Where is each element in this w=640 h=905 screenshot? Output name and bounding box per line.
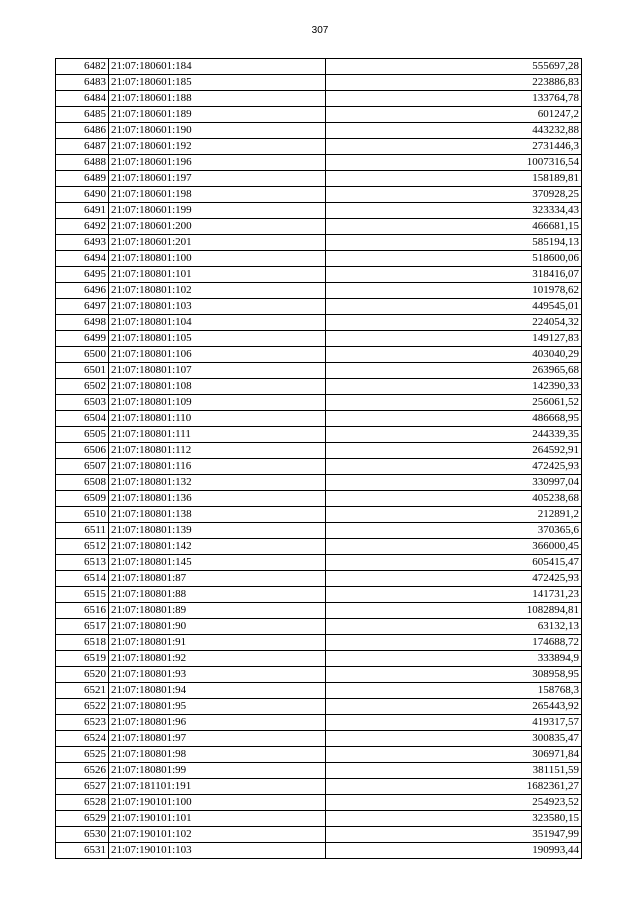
cadastral-value-cell: 63132,13 bbox=[326, 619, 582, 635]
row-number-cell: 6514 bbox=[56, 571, 109, 587]
table-row bbox=[56, 203, 582, 219]
cadastral-number-cell: 21:07:180801:98 bbox=[109, 747, 326, 763]
cadastral-value-cell: 330997,04 bbox=[326, 475, 582, 491]
cadastral-value-cell: 518600,06 bbox=[326, 251, 582, 267]
cadastral-value-cell: 244339,35 bbox=[326, 427, 582, 443]
cadastral-number-cell: 21:07:180601:184 bbox=[109, 59, 326, 75]
cadastral-value-cell: 101978,62 bbox=[326, 283, 582, 299]
cadastral-number-cell: 21:07:180801:108 bbox=[109, 379, 326, 395]
table-row bbox=[56, 507, 582, 523]
row-number-cell: 6513 bbox=[56, 555, 109, 571]
cadastral-value-cell: 223886,83 bbox=[326, 75, 582, 91]
cadastral-value-cell: 370928,25 bbox=[326, 187, 582, 203]
row-number-cell: 6523 bbox=[56, 715, 109, 731]
cadastral-number-cell: 21:07:180601:188 bbox=[109, 91, 326, 107]
table-row bbox=[56, 379, 582, 395]
cadastral-number-cell: 21:07:180801:92 bbox=[109, 651, 326, 667]
cadastral-value-cell: 472425,93 bbox=[326, 571, 582, 587]
table-row bbox=[56, 635, 582, 651]
table-row bbox=[56, 299, 582, 315]
row-number-cell: 6498 bbox=[56, 315, 109, 331]
row-number-cell: 6483 bbox=[56, 75, 109, 91]
row-number-cell: 6511 bbox=[56, 523, 109, 539]
table-row bbox=[56, 75, 582, 91]
table-row bbox=[56, 219, 582, 235]
table-row bbox=[56, 555, 582, 571]
cadastral-value-cell: 158189,81 bbox=[326, 171, 582, 187]
row-number-cell: 6508 bbox=[56, 475, 109, 491]
row-number-cell: 6524 bbox=[56, 731, 109, 747]
row-number-cell: 6528 bbox=[56, 795, 109, 811]
table-row bbox=[56, 731, 582, 747]
table-row bbox=[56, 363, 582, 379]
table-row bbox=[56, 811, 582, 827]
cadastral-number-cell: 21:07:180801:107 bbox=[109, 363, 326, 379]
cadastral-number-cell: 21:07:180601:190 bbox=[109, 123, 326, 139]
cadastral-number-cell: 21:07:180801:96 bbox=[109, 715, 326, 731]
cadastral-value-cell: 2731446,3 bbox=[326, 139, 582, 155]
table-row bbox=[56, 267, 582, 283]
cadastral-value-cell: 601247,2 bbox=[326, 107, 582, 123]
cadastral-number-cell: 21:07:180801:93 bbox=[109, 667, 326, 683]
cadastral-value-cell: 486668,95 bbox=[326, 411, 582, 427]
cadastral-value-cell: 351947,99 bbox=[326, 827, 582, 843]
table-row bbox=[56, 715, 582, 731]
row-number-cell: 6531 bbox=[56, 843, 109, 859]
cadastral-value-cell: 333894,9 bbox=[326, 651, 582, 667]
row-number-cell: 6488 bbox=[56, 155, 109, 171]
table-row bbox=[56, 779, 582, 795]
cadastral-value-cell: 224054,32 bbox=[326, 315, 582, 331]
table-row bbox=[56, 331, 582, 347]
row-number-cell: 6493 bbox=[56, 235, 109, 251]
table-row bbox=[56, 59, 582, 75]
cadastral-number-cell: 21:07:180801:138 bbox=[109, 507, 326, 523]
row-number-cell: 6509 bbox=[56, 491, 109, 507]
cadastral-number-cell: 21:07:180801:100 bbox=[109, 251, 326, 267]
cadastral-number-cell: 21:07:180801:94 bbox=[109, 683, 326, 699]
cadastral-number-cell: 21:07:190101:103 bbox=[109, 843, 326, 859]
row-number-cell: 6519 bbox=[56, 651, 109, 667]
row-number-cell: 6486 bbox=[56, 123, 109, 139]
row-number-cell: 6518 bbox=[56, 635, 109, 651]
cadastral-number-cell: 21:07:180801:106 bbox=[109, 347, 326, 363]
table-body bbox=[56, 59, 582, 859]
row-number-cell: 6522 bbox=[56, 699, 109, 715]
cadastral-number-cell: 21:07:180801:88 bbox=[109, 587, 326, 603]
cadastral-value-cell: 158768,3 bbox=[326, 683, 582, 699]
table-row bbox=[56, 91, 582, 107]
cadastral-number-cell: 21:07:180801:111 bbox=[109, 427, 326, 443]
table-row bbox=[56, 795, 582, 811]
cadastral-number-cell: 21:07:180801:97 bbox=[109, 731, 326, 747]
cadastral-number-cell: 21:07:180601:199 bbox=[109, 203, 326, 219]
cadastral-number-cell: 21:07:180601:189 bbox=[109, 107, 326, 123]
cadastral-value-cell: 472425,93 bbox=[326, 459, 582, 475]
cadastral-number-cell: 21:07:180801:103 bbox=[109, 299, 326, 315]
cadastral-value-cell: 149127,83 bbox=[326, 331, 582, 347]
table-row bbox=[56, 747, 582, 763]
row-number-cell: 6515 bbox=[56, 587, 109, 603]
row-number-cell: 6526 bbox=[56, 763, 109, 779]
cadastral-value-cell: 212891,2 bbox=[326, 507, 582, 523]
row-number-cell: 6499 bbox=[56, 331, 109, 347]
table-row bbox=[56, 843, 582, 859]
cadastral-number-cell: 21:07:180801:90 bbox=[109, 619, 326, 635]
row-number-cell: 6494 bbox=[56, 251, 109, 267]
cadastral-value-cell: 449545,01 bbox=[326, 299, 582, 315]
row-number-cell: 6500 bbox=[56, 347, 109, 363]
cadastral-value-cell: 419317,57 bbox=[326, 715, 582, 731]
cadastral-value-cell: 443232,88 bbox=[326, 123, 582, 139]
row-number-cell: 6525 bbox=[56, 747, 109, 763]
row-number-cell: 6482 bbox=[56, 59, 109, 75]
table-row bbox=[56, 427, 582, 443]
cadastral-value-cell: 1007316,54 bbox=[326, 155, 582, 171]
table-row bbox=[56, 763, 582, 779]
cadastral-number-cell: 21:07:180601:192 bbox=[109, 139, 326, 155]
cadastral-number-cell: 21:07:180801:105 bbox=[109, 331, 326, 347]
table-row bbox=[56, 827, 582, 843]
row-number-cell: 6491 bbox=[56, 203, 109, 219]
row-number-cell: 6496 bbox=[56, 283, 109, 299]
cadastral-number-cell: 21:07:180801:95 bbox=[109, 699, 326, 715]
cadastral-value-cell: 190993,44 bbox=[326, 843, 582, 859]
table-row bbox=[56, 459, 582, 475]
cadastral-number-cell: 21:07:180601:196 bbox=[109, 155, 326, 171]
cadastral-value-table bbox=[55, 58, 582, 859]
table-row bbox=[56, 347, 582, 363]
cadastral-number-cell: 21:07:180801:101 bbox=[109, 267, 326, 283]
cadastral-number-cell: 21:07:180801:104 bbox=[109, 315, 326, 331]
cadastral-value-cell: 318416,07 bbox=[326, 267, 582, 283]
row-number-cell: 6502 bbox=[56, 379, 109, 395]
cadastral-number-cell: 21:07:181101:191 bbox=[109, 779, 326, 795]
cadastral-number-cell: 21:07:180801:136 bbox=[109, 491, 326, 507]
table-row bbox=[56, 251, 582, 267]
row-number-cell: 6527 bbox=[56, 779, 109, 795]
cadastral-value-cell: 555697,28 bbox=[326, 59, 582, 75]
table-row bbox=[56, 315, 582, 331]
row-number-cell: 6503 bbox=[56, 395, 109, 411]
row-number-cell: 6489 bbox=[56, 171, 109, 187]
row-number-cell: 6490 bbox=[56, 187, 109, 203]
cadastral-number-cell: 21:07:180801:132 bbox=[109, 475, 326, 491]
table-row bbox=[56, 683, 582, 699]
cadastral-value-cell: 403040,29 bbox=[326, 347, 582, 363]
table-row bbox=[56, 187, 582, 203]
cadastral-value-cell: 308958,95 bbox=[326, 667, 582, 683]
row-number-cell: 6530 bbox=[56, 827, 109, 843]
table-row bbox=[56, 667, 582, 683]
cadastral-value-cell: 263965,68 bbox=[326, 363, 582, 379]
cadastral-number-cell: 21:07:180801:139 bbox=[109, 523, 326, 539]
cadastral-value-cell: 133764,78 bbox=[326, 91, 582, 107]
row-number-cell: 6521 bbox=[56, 683, 109, 699]
table-row bbox=[56, 491, 582, 507]
table-row bbox=[56, 395, 582, 411]
cadastral-value-cell: 1682361,27 bbox=[326, 779, 582, 795]
cadastral-value-cell: 264592,91 bbox=[326, 443, 582, 459]
cadastral-number-cell: 21:07:180801:142 bbox=[109, 539, 326, 555]
table-row bbox=[56, 651, 582, 667]
cadastral-value-cell: 256061,52 bbox=[326, 395, 582, 411]
table-row bbox=[56, 619, 582, 635]
cadastral-value-cell: 370365,6 bbox=[326, 523, 582, 539]
table-row bbox=[56, 171, 582, 187]
cadastral-value-cell: 466681,15 bbox=[326, 219, 582, 235]
row-number-cell: 6529 bbox=[56, 811, 109, 827]
row-number-cell: 6485 bbox=[56, 107, 109, 123]
row-number-cell: 6520 bbox=[56, 667, 109, 683]
cadastral-number-cell: 21:07:180801:102 bbox=[109, 283, 326, 299]
table-row bbox=[56, 283, 582, 299]
cadastral-number-cell: 21:07:180801:99 bbox=[109, 763, 326, 779]
row-number-cell: 6516 bbox=[56, 603, 109, 619]
cadastral-number-cell: 21:07:190101:100 bbox=[109, 795, 326, 811]
row-number-cell: 6505 bbox=[56, 427, 109, 443]
cadastral-number-cell: 21:07:180601:198 bbox=[109, 187, 326, 203]
table-row bbox=[56, 139, 582, 155]
table-row bbox=[56, 443, 582, 459]
cadastral-value-cell: 323580,15 bbox=[326, 811, 582, 827]
row-number-cell: 6501 bbox=[56, 363, 109, 379]
table-row bbox=[56, 475, 582, 491]
cadastral-number-cell: 21:07:190101:102 bbox=[109, 827, 326, 843]
cadastral-value-cell: 265443,92 bbox=[326, 699, 582, 715]
row-number-cell: 6506 bbox=[56, 443, 109, 459]
cadastral-value-cell: 254923,52 bbox=[326, 795, 582, 811]
cadastral-value-cell: 585194,13 bbox=[326, 235, 582, 251]
table-row bbox=[56, 699, 582, 715]
cadastral-number-cell: 21:07:180601:197 bbox=[109, 171, 326, 187]
table-row bbox=[56, 587, 582, 603]
cadastral-value-cell: 300835,47 bbox=[326, 731, 582, 747]
cadastral-value-cell: 405238,68 bbox=[326, 491, 582, 507]
cadastral-value-cell: 174688,72 bbox=[326, 635, 582, 651]
row-number-cell: 6495 bbox=[56, 267, 109, 283]
row-number-cell: 6507 bbox=[56, 459, 109, 475]
table-row bbox=[56, 123, 582, 139]
row-number-cell: 6517 bbox=[56, 619, 109, 635]
cadastral-number-cell: 21:07:180801:116 bbox=[109, 459, 326, 475]
table-row bbox=[56, 411, 582, 427]
cadastral-number-cell: 21:07:180801:110 bbox=[109, 411, 326, 427]
row-number-cell: 6484 bbox=[56, 91, 109, 107]
table-row bbox=[56, 571, 582, 587]
table-row bbox=[56, 155, 582, 171]
cadastral-number-cell: 21:07:180801:91 bbox=[109, 635, 326, 651]
cadastral-value-cell: 142390,33 bbox=[326, 379, 582, 395]
row-number-cell: 6487 bbox=[56, 139, 109, 155]
table-row bbox=[56, 603, 582, 619]
cadastral-value-cell: 366000,45 bbox=[326, 539, 582, 555]
cadastral-number-cell: 21:07:180801:89 bbox=[109, 603, 326, 619]
page-number: 307 bbox=[311, 25, 329, 36]
row-number-cell: 6504 bbox=[56, 411, 109, 427]
cadastral-value-cell: 306971,84 bbox=[326, 747, 582, 763]
table-row bbox=[56, 235, 582, 251]
cadastral-number-cell: 21:07:180801:109 bbox=[109, 395, 326, 411]
cadastral-number-cell: 21:07:180801:112 bbox=[109, 443, 326, 459]
table-row bbox=[56, 539, 582, 555]
cadastral-number-cell: 21:07:180801:87 bbox=[109, 571, 326, 587]
table-row bbox=[56, 107, 582, 123]
table-row bbox=[56, 523, 582, 539]
cadastral-value-cell: 141731,23 bbox=[326, 587, 582, 603]
cadastral-value-cell: 605415,47 bbox=[326, 555, 582, 571]
cadastral-number-cell: 21:07:180601:201 bbox=[109, 235, 326, 251]
row-number-cell: 6510 bbox=[56, 507, 109, 523]
cadastral-value-cell: 381151,59 bbox=[326, 763, 582, 779]
cadastral-value-cell: 1082894,81 bbox=[326, 603, 582, 619]
cadastral-number-cell: 21:07:180801:145 bbox=[109, 555, 326, 571]
cadastral-number-cell: 21:07:180601:185 bbox=[109, 75, 326, 91]
row-number-cell: 6492 bbox=[56, 219, 109, 235]
cadastral-number-cell: 21:07:180601:200 bbox=[109, 219, 326, 235]
row-number-cell: 6512 bbox=[56, 539, 109, 555]
cadastral-value-cell: 323334,43 bbox=[326, 203, 582, 219]
row-number-cell: 6497 bbox=[56, 299, 109, 315]
cadastral-number-cell: 21:07:190101:101 bbox=[109, 811, 326, 827]
